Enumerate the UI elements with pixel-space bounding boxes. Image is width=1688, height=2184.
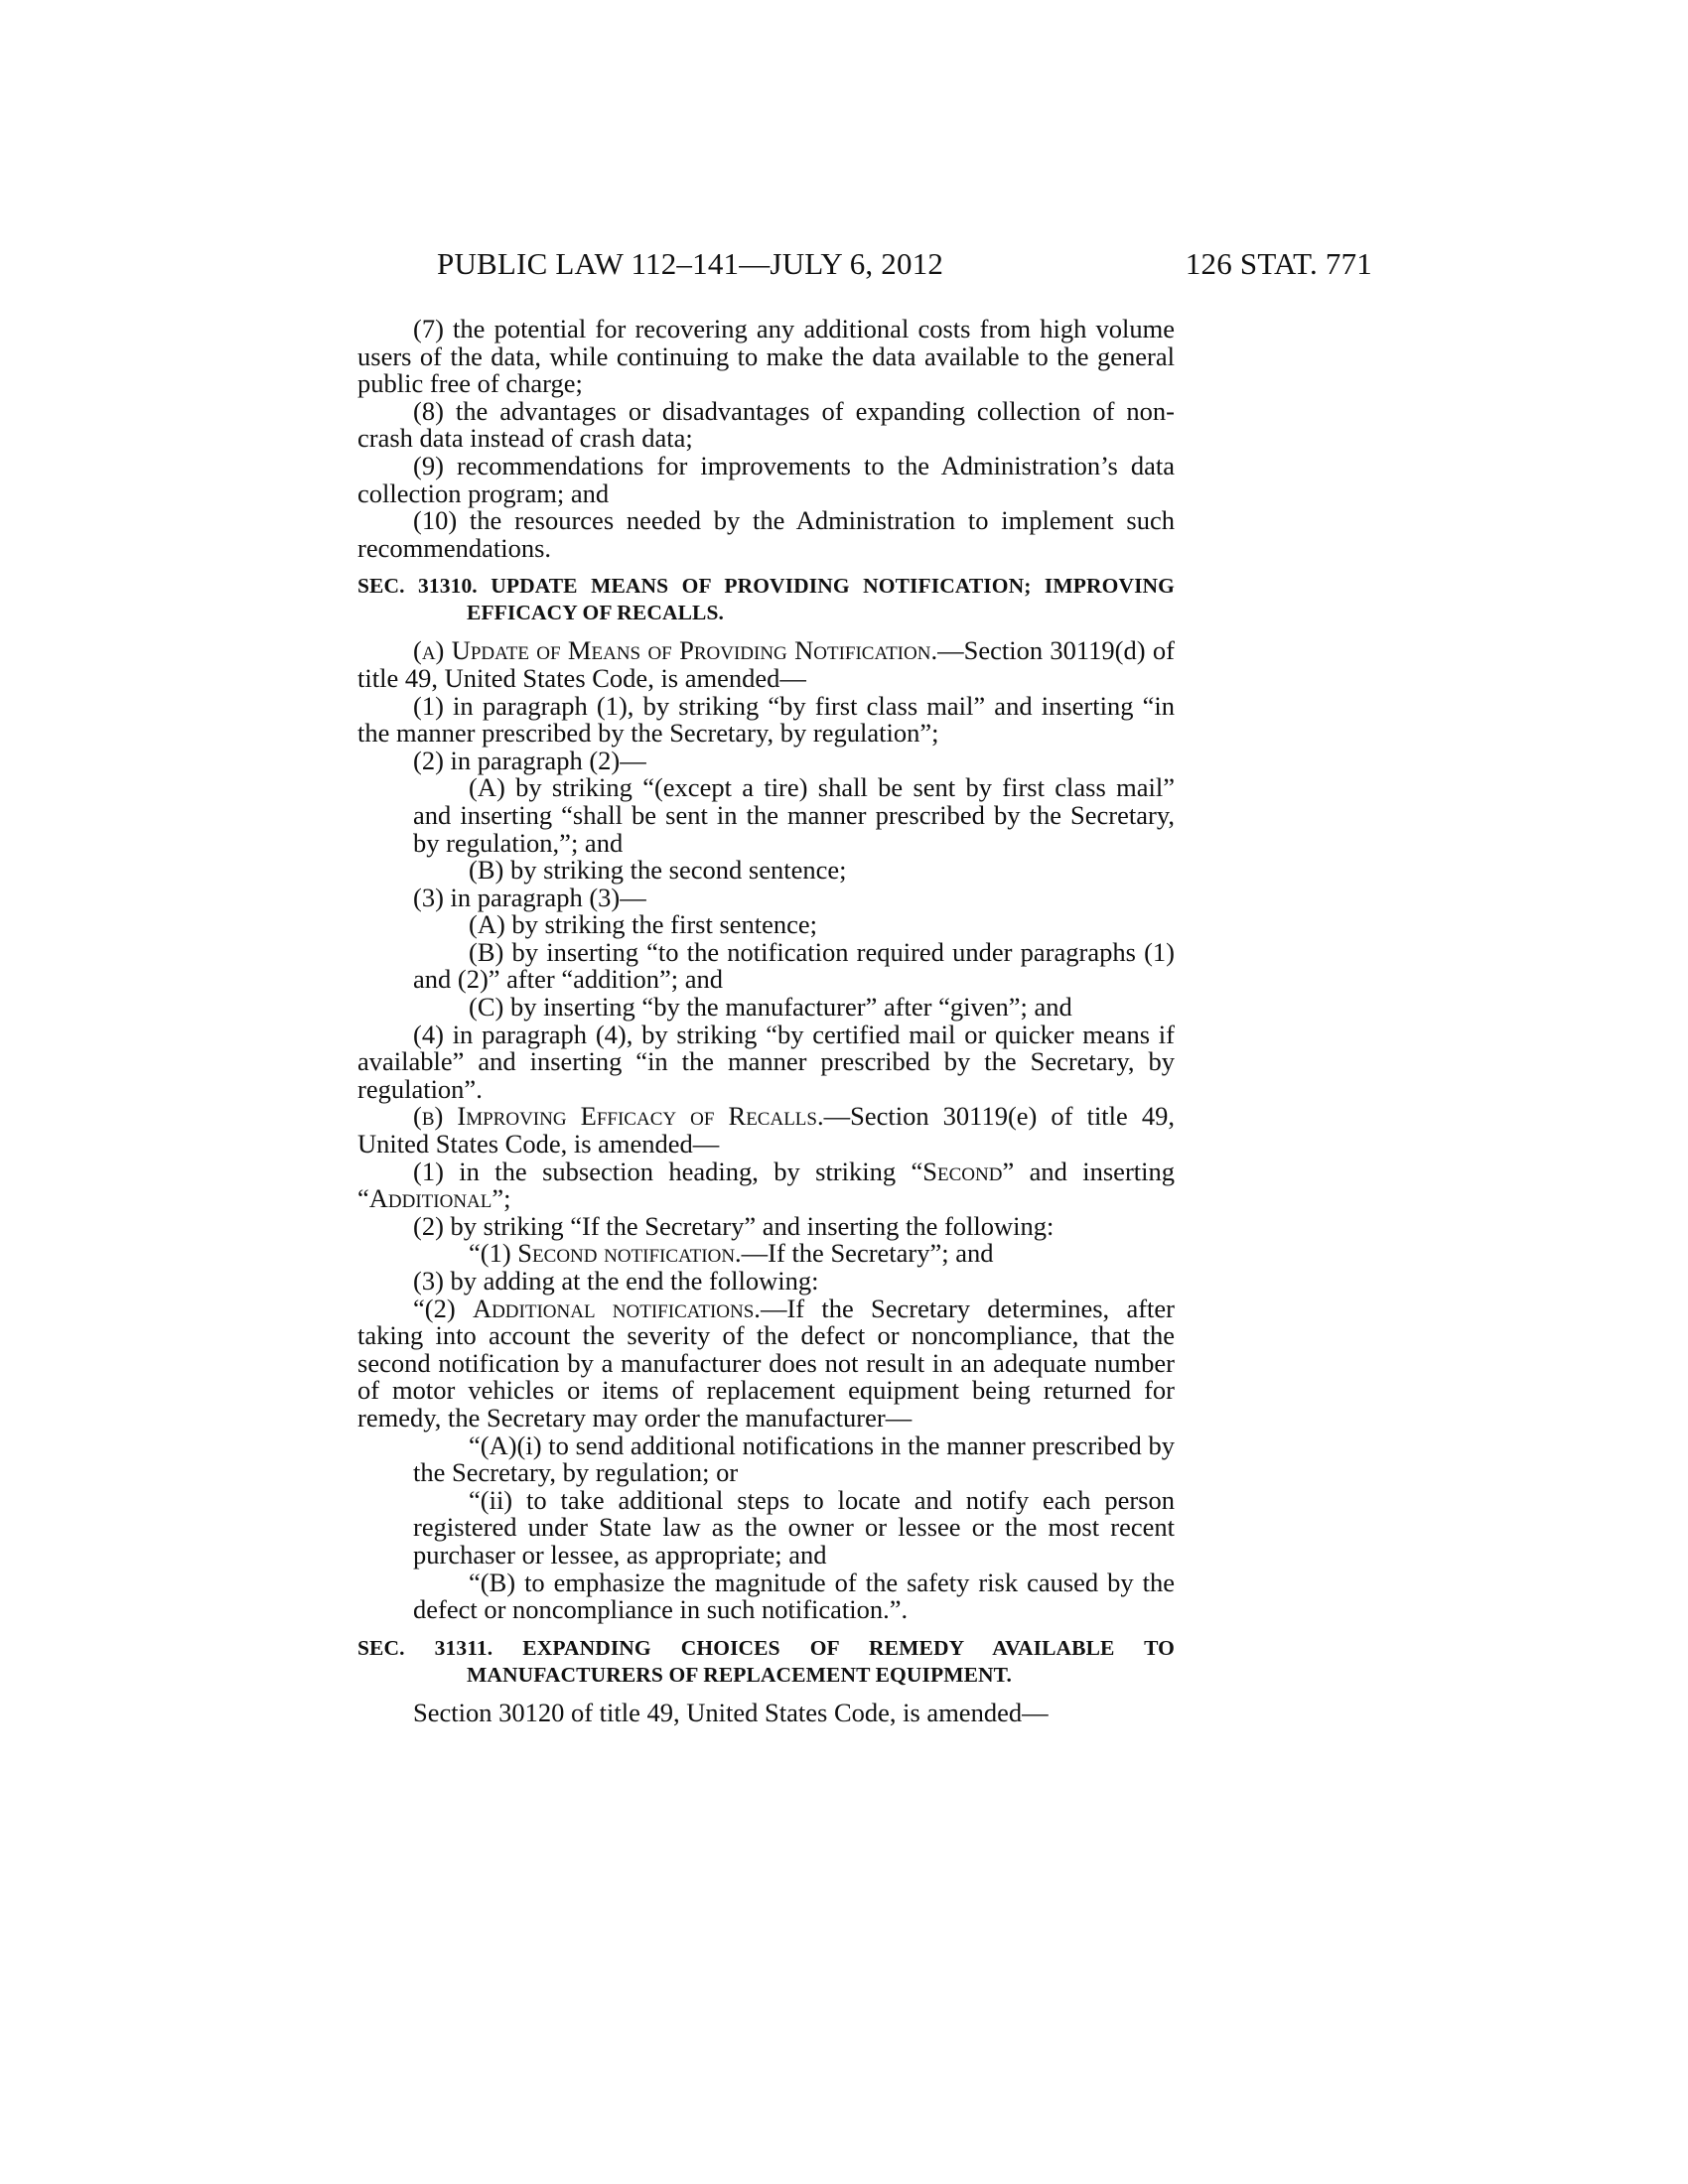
b1-additional-term: Additional [368,1183,492,1214]
running-head: PUBLIC LAW 112–141—JULY 6, 2012 [437,246,944,281]
paragraph-b3: (3) by adding at the end the following: [413,1266,819,1296]
subsection-a-text: —Section 30119(d) of title 49, United States Code, is amended— [357,635,1175,693]
paragraph-b1 [357,1156,1175,1214]
page-number: 126 STAT. 771 [1185,246,1372,281]
paragraph-a1: (1) in paragraph (1), by striking “by first class mail” and inserting “in the manner prescribed by the Secretary, by regulation”; [357,690,1175,749]
subsection-a [357,637,1175,692]
b1-text-post: ”; [492,1183,511,1214]
paragraph-b2: (2) by striking “If the Secretary” and inserting the following: [413,1210,1055,1241]
subsection-b-text: —Section 30119(e) of title 49, United States Code, is amended— [357,1101,1175,1160]
section-heading-31310: SEC. 31310. UPDATE MEANS OF PROVIDING NOTIFICATION; IMPROVING EFFICACY OF RECALLS. [357,574,1175,625]
quoted-b3-2 [357,1293,1175,1433]
b1-text-pre: (1) in the subsection heading, by striking “ [413,1156,923,1186]
subparagraph-a3C [357,994,1175,1022]
paragraph-9: (9) recommendations for improvements to the Administration’s data collection program; and [357,450,1175,508]
b3-quote-heading: Additional notifications. [472,1293,761,1323]
subparagraph-a2A: (A) by striking “(except a tire) shall be sent by first class mail” and inserting “shall be sent in the manner prescribed by the Secretary, by regulation,”; and [413,772,1175,858]
b1-text-mid: ” and inserting “ [357,1156,1175,1214]
subsection-b [357,1103,1175,1158]
b3-quote-post: —If the Secretary determines, after taking into account the severity of the defect or noncompliance, that the second notification by a manufacturer does not result in an adequate number of motor vehicles or items of replacement equipment being returned for remedy, the Secretary may order the manufacturer— [357,1293,1175,1433]
quoted-b3-B: “(B) to emphasize the magnitude of the safety risk caused by the defect or noncompliance in such notification.”. [413,1567,1175,1625]
b3-quote-pre: “(2) [413,1293,473,1323]
b2-quote-heading: Second notification. [517,1238,742,1269]
subsection-a-heading: (a) Update of Means of Providing Notification. [413,635,938,666]
b1-second-term: Second [922,1156,1003,1186]
subsection-b-heading: (b) Improving Efficacy of Recalls. [413,1101,824,1132]
subparagraph-a2B: (B) by striking the second sentence; [469,855,847,886]
paragraph-a3: (3) in paragraph (3)— [413,882,646,912]
subparagraph-a3C-text: (C) by inserting “by the manufacturer” after “given”; and [469,992,1072,1023]
quoted-b3-A-i: “(A)(i) to send additional notifications in the manner prescribed by the Secretary, by regulation; or [413,1430,1175,1488]
section-31311-text: Section 30120 of title 49, United States Code, is amended— [413,1697,1049,1727]
quoted-b3-ii: “(ii) to take additional steps to locate and notify each person registered under State law as the owner or lessee or the most recent purchaser or lessee, as appropriate; and [413,1484,1175,1570]
paragraph-a4: (4) in paragraph (4), by striking “by certified mail or quicker means if available” and inserting “in the manner prescribed by the Secretary, by regulation”. [357,1019,1175,1104]
quoted-b2-1 [357,1240,1175,1268]
paragraph-8: (8) the advantages or disadvantages of expanding collection of non-crash data instead of crash data; [357,395,1175,454]
page-header [357,244,1372,284]
paragraph-10: (10) the resources needed by the Administration to implement such recommendations. [357,505,1175,563]
b2-quote-post: —If the Secretary”; and [741,1238,994,1269]
subparagraph-a3A: (A) by striking the first sentence; [469,909,818,940]
subparagraph-a3B: (B) by inserting “to the notification required under paragraphs (1) and (2)” after “addition”; and [413,936,1175,995]
document-body [357,316,1175,1726]
paragraph-a2: (2) in paragraph (2)— [413,745,646,775]
paragraph-7: (7) the potential for recovering any additional costs from high volume users of the data, while continuing to make the data available to the general public free of charge; [357,314,1175,399]
b2-quote-pre: “(1) [469,1238,518,1269]
section-heading-31311: SEC. 31311. EXPANDING CHOICES OF REMEDY AVAILABLE TO MANUFACTURERS OF REPLACEMENT EQUIPMENT. [357,1635,1175,1687]
